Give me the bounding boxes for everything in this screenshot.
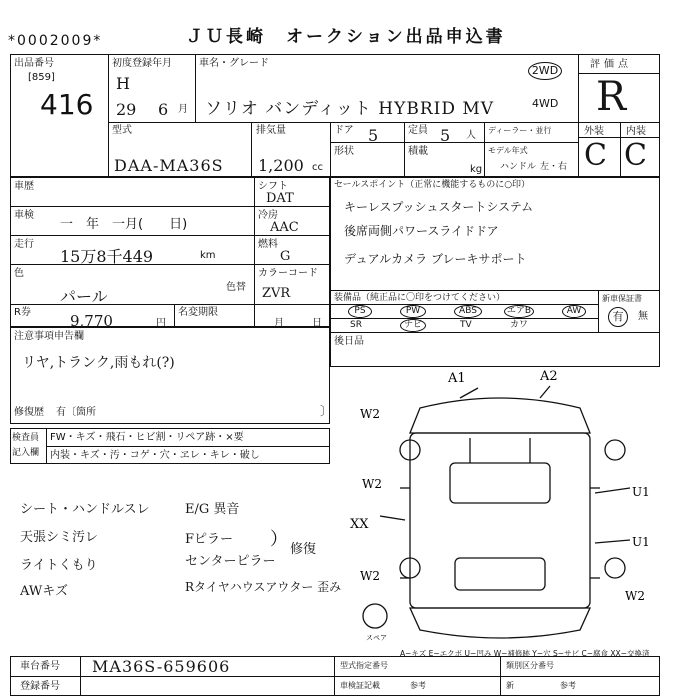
equip-abs: ABS (454, 305, 482, 318)
car-outline-front (410, 398, 590, 433)
reference-1: 参考 (410, 681, 426, 690)
handle-value: 左・右 (540, 162, 568, 172)
remark-left-3: ライトくもり (20, 558, 98, 573)
recycle-unit: 円 (156, 318, 166, 329)
reg-cert-label: 車検証記載 (340, 681, 380, 690)
shift-label: シフト (258, 181, 288, 192)
sales-point-3: デュアルカメラ ブレーキサポート (344, 252, 527, 266)
equip-pw: PW (400, 305, 426, 318)
seats-label: 定員 (408, 125, 428, 136)
remark-right-1: E/G 異音 (185, 502, 240, 517)
sales-points-label: セールスポイント（正常に機能するものに○印） (334, 180, 531, 190)
interior-value: C (624, 138, 647, 173)
lot-code: [859] (28, 72, 55, 83)
doors-label: ドア (334, 125, 354, 136)
dealer-label: ディーラー・並行 (488, 126, 552, 135)
mileage-unit: km (200, 250, 216, 261)
car-outline-rear (410, 608, 590, 638)
wheel-rear-right (605, 558, 625, 578)
fuel-label: 燃料 (258, 239, 278, 250)
repair-label: 修復歴 (14, 407, 44, 418)
repair-value: 有〔箇所 (56, 407, 96, 418)
mark-u1-right: U1 (632, 485, 650, 499)
damage-legend: A−キズ E−エクボ U−凹み W−補修跡 Y−穴 S−サビ C−腐食 XX−交換済 (400, 649, 650, 658)
car-name-value: ソリオ バンディット HYBRID MV (205, 99, 495, 119)
equip-navi: ナビ (400, 319, 426, 332)
displacement-unit: cc (312, 162, 323, 173)
shift-value: DAT (266, 191, 294, 206)
recycle-value: 9,770 (70, 312, 113, 330)
drive-2wd: 2WD (528, 62, 562, 80)
notes-text: リヤ,トランク,雨もれ(?) (22, 355, 175, 371)
mark-w2-rear: W2 (360, 569, 380, 583)
remark-left-2: 天張シミ汚レ (20, 530, 99, 545)
mark-u1-lower: U1 (632, 535, 650, 549)
chassis-label: 車台番号 (20, 661, 60, 672)
registration-label: 登録番号 (20, 681, 60, 692)
lot-number: 416 (40, 88, 94, 121)
remark-right-3: センターピラー (185, 554, 276, 569)
name-change-day: 日 (312, 318, 322, 329)
aircon-label: 冷房 (258, 210, 278, 221)
spare-tire (363, 604, 387, 628)
drive-4wd: 4WD (532, 97, 559, 110)
first-reg-month: 6 (158, 100, 169, 119)
equip-leather: カワ (510, 320, 529, 330)
color-code-value: ZVR (262, 286, 291, 301)
type-number-label: 型式指定番号 (340, 661, 388, 670)
mark-w2-right: W2 (625, 589, 645, 603)
mark-a1: A1 (448, 371, 466, 386)
mileage-value: 15万8千449 (60, 247, 154, 266)
car-damage-diagram (340, 368, 660, 658)
rating-value: R (596, 74, 627, 120)
sales-point-2: 後席両側パワースライドドア (344, 224, 499, 238)
history-label: 車歴 (14, 181, 34, 192)
name-change-month: 月 (274, 318, 284, 329)
spare-label: スペア (366, 634, 387, 642)
remark-left-1: シート・ハンドルスレ (20, 502, 150, 517)
class-number-label: 類別区分番号 (506, 661, 554, 670)
remark-left-4: AWキズ (20, 584, 68, 599)
mark-a2: A2 (540, 369, 558, 384)
name-change-label: 名変期限 (178, 307, 218, 318)
mark-w2-top: W2 (360, 407, 380, 421)
shape-label: 形状 (334, 146, 354, 157)
equip-aw: AW (562, 305, 586, 318)
reference-2: 参考 (560, 681, 576, 690)
model-label: 型式 (112, 125, 132, 136)
color-label: 色 (14, 268, 24, 279)
first-reg-label: 初度登録年月 (112, 58, 172, 69)
model-value: DAA-MA36S (114, 156, 224, 175)
car-name-label: 車名・グレード (199, 58, 269, 69)
aircon-value: AAC (270, 220, 299, 235)
wheel-front-right (605, 440, 625, 460)
manual-no: 無 (638, 311, 648, 322)
recycle-label: R券 (14, 307, 31, 318)
model-year-label: モデル年式 (488, 146, 528, 155)
equip-sr: SR (350, 320, 362, 330)
sheet-title: ＪＵ長崎 オークション出品申込書 (186, 27, 506, 47)
interior-label: 内装 (626, 126, 646, 137)
new-label: 新 (506, 681, 514, 690)
inspector-row-2: 内装・キズ・汚・コゲ・穴・ヱレ・キレ・破し (50, 450, 260, 461)
equipment-label: 装備品（純正品に〇印をつけてください） (334, 293, 506, 303)
first-reg-era: H (116, 74, 130, 93)
equip-airbag: エアB (504, 305, 534, 318)
exterior-label: 外装 (584, 126, 604, 137)
remark-right-4: Rタイヤハウスアウター 歪み (185, 580, 342, 594)
sales-point-1: キーレスプッシュスタートシステム (344, 200, 534, 214)
mark-xx: XX (350, 517, 369, 532)
load-label: 積載 (408, 146, 428, 157)
seats-value: 5 (440, 126, 451, 145)
exterior-value: C (584, 138, 607, 173)
auction-sheet: *0002009* ＪＵ長崎 オークション出品申込書 出品番号 [859] 416 初度登録年月 H 29 6 月 車名・グレード ソリオ バンディット HYBRID MV 2WD 4WD 評価点 R 外装 内装 C C 型式 DAA-MA36S 排気量 1,200 cc ドア 5 定員 5 人 形状 積載 kg ディーラー・並行 モデル年式 ハンドル 左・右 車歴 車検 一 年 一月( 日) 走行 15万8千449 km 色 パール 色替 R券 9,770 円 名変期限 月 日 シフト DAT 冷房 AAC 燃料 G カラーコード ZVR セールスポイント（正常に機能するものに○印） キーレスプッシュスタートシステム 後席両側パワースライドドア デュアルカメラ ブレーキサポート 装備品（純正品に〇印をつけてください） PS PW ABS エアB AW SR ナビ TV カワ 新車保証書 有 無 後日品 注意事項申告欄 リヤ,トランク,雨もれ(?) 修復歴 有〔箇所 〕 検査員 記入欄 FW・キズ・飛石・ヒビ割・リペア跡・×要 内装・キズ・汚・コゲ・穴・ヱレ・キレ・破し シート・ハンドルスレ 天張シミ汚レ ライトくもり AWキズ E/G 異音 Fピラー センターピラー Rタイヤハウスアウター 歪み ） 修復 A1 A2 W2 W2 U1 XX U1 W2 W2 スペア A−キズ E−エクボ U−凹み W−補修跡 Y−穴 S−サビ C−腐食 XX−交換済 車台番号 MA36S-659606 登録番号 型式指定番号 類別区分番号 参考 参考 車検証記載 新 (0, 0, 700, 700)
inspection-label: 車検 (14, 210, 34, 221)
mark-w2-mid: W2 (362, 477, 382, 491)
inspector-row-1: FW・キズ・飛石・ヒビ割・リペア跡・×要 (50, 432, 244, 443)
fuel-value: G (280, 249, 291, 264)
mileage-label: 走行 (14, 239, 34, 250)
inspector-label-2: 記入欄 (12, 448, 40, 458)
displacement-label: 排気量 (256, 125, 286, 136)
after-items-label: 後日品 (334, 336, 364, 347)
notes-label: 注意事項申告欄 (14, 331, 84, 342)
displacement-value: 1,200 (258, 156, 304, 175)
inspector-label-1: 検査員 (12, 433, 40, 443)
doors-value: 5 (368, 126, 379, 145)
remark-right-2: Fピラー (185, 532, 234, 547)
equip-ps: PS (348, 305, 372, 318)
remark-bracket-note: 修復 (290, 542, 317, 557)
first-reg-month-unit: 月 (178, 104, 188, 115)
manual-yes: 有 (608, 307, 628, 327)
color-code-label: カラーコード (258, 268, 318, 279)
inspection-value: 一 年 一月( 日) (60, 217, 188, 232)
car-body (410, 433, 590, 608)
equip-tv: TV (460, 320, 472, 330)
first-reg-year: 29 (116, 100, 137, 119)
color-value: パール (60, 287, 108, 306)
serial-number: *0002009* (8, 33, 103, 49)
load-unit: kg (470, 164, 483, 175)
lot-label: 出品番号 (14, 58, 54, 69)
manual-label: 新車保証書 (602, 294, 642, 303)
seats-unit: 人 (466, 130, 476, 141)
rating-label: 評価点 (590, 59, 632, 70)
chassis-value: MA36S-659606 (92, 657, 231, 676)
handle-label: ハンドル (500, 162, 537, 172)
color-change-label: 色替 (226, 282, 246, 293)
